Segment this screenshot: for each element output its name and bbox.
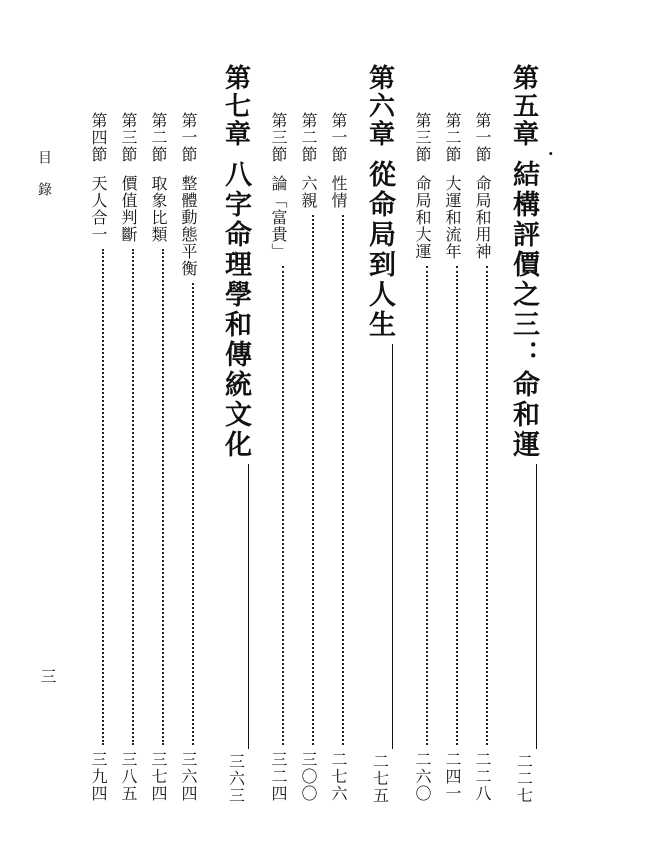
chapter-7-number: 第七章 [220, 64, 251, 148]
section-number: 第三節 [413, 112, 432, 163]
section-page: 二二八 [473, 751, 492, 802]
dot-leader [162, 249, 164, 745]
page-number: 三 [38, 668, 57, 684]
section-number: 第三節 [119, 112, 138, 163]
chapter-6-heading[interactable] [366, 64, 393, 804]
section-number: 第二節 [443, 112, 462, 163]
chapter-6-number: 第六章 [364, 64, 395, 148]
chapter-7-rule [248, 464, 249, 749]
section-number: 第一節 [473, 112, 492, 163]
section-number: 第一節 [179, 112, 198, 163]
chapter-5-page: 二二七 [514, 753, 534, 804]
dot-leader [192, 283, 194, 745]
toc-entry-6-2[interactable] [300, 112, 316, 802]
chapter-6-page: 二七五 [370, 753, 390, 804]
dot-leader [132, 249, 134, 745]
dot-leader [426, 266, 428, 745]
toc-entry-7-3[interactable] [120, 112, 136, 802]
toc-entry-6-3[interactable] [270, 112, 286, 802]
toc-entry-7-4[interactable] [90, 112, 106, 802]
chapter-7-page: 三六三 [226, 753, 246, 804]
section-number: 第一節 [329, 112, 348, 163]
section-number: 第四節 [89, 112, 108, 163]
section-page: 二六〇 [413, 751, 432, 802]
section-page: 三七四 [149, 751, 168, 802]
section-page: 三九四 [89, 751, 108, 802]
section-page: 三〇〇 [299, 751, 318, 802]
chapter-7-heading[interactable] [222, 64, 249, 804]
dot-leader [456, 266, 458, 745]
section-page: 三六四 [179, 751, 198, 802]
section-title: 性情 [329, 175, 348, 209]
section-title: 取象比類 [149, 175, 168, 243]
dot-leader [282, 266, 284, 745]
toc-entry-5-1[interactable] [474, 112, 490, 802]
toc-entry-5-3[interactable] [414, 112, 430, 802]
chapter-5-mark: . [548, 140, 554, 159]
dot-leader [102, 249, 104, 745]
section-title: 大運和流年 [443, 175, 462, 260]
section-title: 命局和用神 [473, 175, 492, 260]
chapter-7-title: 八字命理學和傳統文化 [220, 160, 251, 460]
section-number: 第三節 [269, 112, 288, 163]
dot-leader [486, 266, 488, 745]
chapter-5-number: 第五章 [508, 64, 539, 148]
section-page: 三二四 [269, 751, 288, 802]
section-title: 六親 [299, 175, 318, 209]
dot-leader [312, 215, 314, 745]
chapter-5-rule [536, 464, 537, 749]
section-title: 價值判斷 [119, 175, 138, 243]
toc-entry-6-1[interactable] [330, 112, 346, 802]
section-title: 整體動態平衡 [179, 175, 198, 277]
section-page: 二七六 [329, 751, 348, 802]
section-title: 論「富貴」 [269, 175, 288, 260]
chapter-5-title: 結構評價之三：命和運 [508, 160, 539, 460]
toc-entry-5-2[interactable] [444, 112, 460, 802]
chapter-6-title: 從命局到人生 [364, 160, 395, 340]
chapter-5-heading[interactable] [510, 64, 537, 804]
section-number: 第二節 [299, 112, 318, 163]
toc-entry-7-2[interactable] [150, 112, 166, 802]
section-number: 第二節 [149, 112, 168, 163]
toc-entry-7-1[interactable] [180, 112, 196, 802]
section-page: 三八五 [119, 751, 138, 802]
running-head: 目錄 [36, 150, 52, 214]
section-page: 二四一 [443, 751, 462, 802]
dot-leader [342, 215, 344, 745]
chapter-6-rule [392, 344, 393, 749]
section-title: 命局和大運 [413, 175, 432, 260]
section-title: 天人合一 [89, 175, 108, 243]
